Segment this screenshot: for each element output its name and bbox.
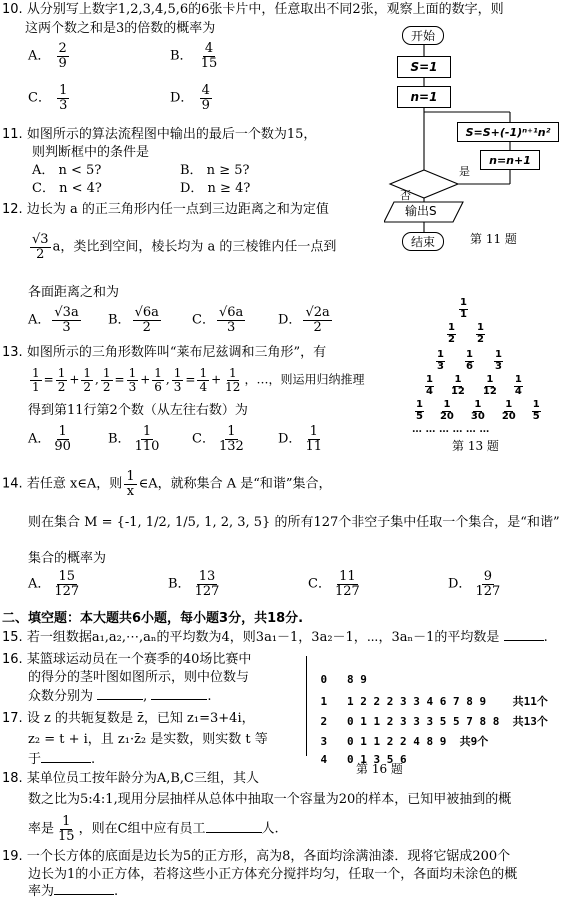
q11-option-a[interactable]: A． n < 5? xyxy=(32,163,102,178)
q10-option-c[interactable]: C． $\frac{1}{3}$ xyxy=(28,83,68,113)
q13-stem: 13. 如图所示的三角形数阵叫“莱布尼兹调和三角形”，有 xyxy=(2,345,327,360)
stem-leaf-row: 4 0 1 3 5 6 xyxy=(320,753,407,766)
q11-stem-line2: 则判断框中的条件是 xyxy=(32,145,150,160)
q18-answer-blank[interactable] xyxy=(206,832,262,833)
flowchart-yes-label: 是 xyxy=(459,165,470,178)
q10-stem-line2: 这两个数之和是3的倍数的概率为 xyxy=(25,21,216,36)
q11-option-d[interactable]: D． n ≥ 4? xyxy=(180,181,251,196)
q13-option-d[interactable]: D． $\frac{1}{11}$ xyxy=(278,424,322,454)
flowchart-caption: 第 11 题 xyxy=(470,232,517,246)
q12-stem: 12. 边长为 a 的正三角形内任一点到三边距离之和为定值 xyxy=(2,202,329,217)
q14-option-a[interactable]: A． $\frac{15}{127}$ xyxy=(28,569,80,599)
q14-set-m: {-1, 1/2, 1/5, 1, 2, 3, 5} xyxy=(116,515,271,530)
stem-leaf-caption: 第 16 题 xyxy=(356,762,403,776)
flowchart-output: 输出S xyxy=(405,204,437,218)
q13-formula: $\frac{1}{1}$ = $\frac{1}{2}$ + $\frac{1}{2}$ , $\frac{1}{2}$ = $\frac{1}{3}$ + $\frac{1}{6}$ , $\frac{1}{3}$ = $\frac{1}{4}$ + $\frac{1}{12}$ ，…，则运用归纳推理 xyxy=(32,366,365,394)
q16-line3: 众数分别为 , . xyxy=(28,689,212,704)
stem-leaf-row: 1 1 2 2 2 3 3 4 6 7 8 9 共11个 xyxy=(320,695,548,708)
triangle-row-2: $\frac{1}{2}$ $\frac{1}{2}$ xyxy=(448,322,484,345)
flowchart-no-label: 否 xyxy=(400,189,411,202)
q18-line2: 数之比为5:4:1,现用分层抽样从总体中抽取一个容量为20的样本，已知甲被抽到的概 xyxy=(28,792,512,807)
stem-leaf-count: 共11个 xyxy=(512,695,548,708)
triangle-caption: 第 13 题 xyxy=(452,439,499,453)
q15-stem: 15. 若一组数据a₁,a₂,⋯,aₙ的平均数为4，则3a₁－1，3a₂－1，⋯，3aₙ－1的平均数是 . xyxy=(2,630,548,645)
stem-leaf-count: 共9个 xyxy=(459,735,489,748)
q16-stem: 16. 某篮球运动员在一个赛季的40场比赛中 xyxy=(2,652,252,667)
q10-option-b[interactable]: B． $\frac{4}{15}$ xyxy=(170,41,218,71)
triangle-row-4: $\frac{1}{4}$ $\frac{1}{12}$ $\frac{1}{12}$ $\frac{1}{4}$ xyxy=(426,374,522,397)
q14-stem: 14. 若任意 x∈A，则 $\frac{1}{x}$ ∈A，就称集合 A 是“和谐”集合， xyxy=(2,469,332,499)
q11-option-c[interactable]: C． n < 4? xyxy=(32,181,102,196)
q13-option-a[interactable]: A． $\frac{1}{90}$ xyxy=(28,424,71,454)
q12-option-d[interactable]: D． $\frac{√2a}{2}$ xyxy=(278,305,330,335)
q14-stem-line2: 则在集合 M = {-1, 1/2, 1/5, 1, 2, 3, 5} 的所有127个非空子集中任取一个集合，是“和谐” xyxy=(28,515,560,530)
q13-stem-line3: 得到第11行第2个数（从左往右数）为 xyxy=(28,403,248,418)
q14-stem-line3: 集合的概率为 xyxy=(28,551,107,566)
flowchart-n-update: n=n+1 xyxy=(480,150,540,170)
q12-option-c[interactable]: C． $\frac{√6a}{3}$ xyxy=(192,305,244,335)
q12-stem-line3: 各面距离之和为 xyxy=(28,285,120,300)
q19-line2: 边长为1的小正方体，若将这些小正方体充分搅拌均匀，任取一个，各面均未涂色的概 xyxy=(28,867,518,882)
q14-option-c[interactable]: C． $\frac{11}{127}$ xyxy=(308,569,360,599)
q17-line3: 于 . xyxy=(28,752,96,767)
q13-option-b[interactable]: B． $\frac{1}{110}$ xyxy=(108,424,160,454)
q10-stem-line1: 从分别写上数字1,2,3,4,5,6的6张卡片中，任意取出不同2张，观察上面的数字，则 xyxy=(26,2,504,17)
q17-line2: z₂ = t + i，且 z₁·z̄₂ 是实数，则实数 t 等 xyxy=(28,732,268,747)
flowchart-end: 结束 xyxy=(402,232,444,251)
q18-stem: 18. 某单位员工按年龄分为A,B,C三组，其人 xyxy=(2,771,259,786)
stem-leaf-row: 0 8 9 xyxy=(320,673,367,686)
flowchart-start: 开始 xyxy=(402,26,444,45)
q17-stem: 17. 设 z 的共轭复数是 z̄，已知 z₁=3+4i， xyxy=(2,711,255,726)
q12-option-a[interactable]: A． $\frac{√3a}{3}$ xyxy=(28,305,79,335)
q16-answer-blank-2[interactable] xyxy=(151,699,207,700)
q10-option-d[interactable]: D． $\frac{4}{9}$ xyxy=(170,83,210,113)
q10-number: 10. xyxy=(2,2,23,17)
q12-stem-line2: $\frac{√3}{2}$ a，类比到空间，棱长均为 a 的三棱锥内任一点到 xyxy=(32,232,337,262)
flowchart-s-update: S=S+(-1)ⁿ⁺¹n² xyxy=(457,122,559,142)
q17-answer-blank[interactable] xyxy=(41,762,91,763)
q11-option-b[interactable]: B． n ≥ 5? xyxy=(180,163,250,178)
flowchart-s-init: S=1 xyxy=(397,56,451,78)
q19-line3: 率为 . xyxy=(28,884,119,899)
triangle-row-5: $\frac{1}{5}$ $\frac{1}{20}$ $\frac{1}{30}$ $\frac{1}{20}$ $\frac{1}{5}$ xyxy=(416,399,540,422)
q12-option-b[interactable]: B． $\frac{√6a}{2}$ xyxy=(108,305,159,335)
section-heading: 二、填空题：本大题共6小题，每小题3分，共18分. xyxy=(2,611,304,626)
q19-answer-blank[interactable] xyxy=(54,894,114,895)
q14-option-b[interactable]: B． $\frac{13}{127}$ xyxy=(168,569,220,599)
q14-option-d[interactable]: D． $\frac{9}{127}$ xyxy=(448,569,501,599)
stem-leaf-count: 共13个 xyxy=(512,715,548,728)
stem-leaf-row: 3 0 1 1 2 2 4 8 9 共9个 xyxy=(320,735,489,748)
stem-leaf-row: 2 0 1 1 2 3 3 3 5 5 7 8 8 共13个 xyxy=(320,715,548,728)
q11-stem: 11. 如图所示的算法流程图中输出的最后一个数为15， xyxy=(2,127,317,142)
triangle-row-3: $\frac{1}{3}$ $\frac{1}{6}$ $\frac{1}{3}$ xyxy=(437,349,502,372)
triangle-ellipsis: … … … … … … xyxy=(412,424,490,435)
triangle-row-1: $\frac{1}{1}$ xyxy=(460,297,467,320)
q16-line2: 的得分的茎叶图如图所示，则中位数与 xyxy=(28,670,250,685)
q13-option-c[interactable]: C． $\frac{1}{132}$ xyxy=(192,424,244,454)
q16-answer-blank-1[interactable] xyxy=(97,699,143,700)
q15-answer-blank[interactable] xyxy=(504,640,544,641)
q10-option-a[interactable]: A． $\frac{2}{9}$ xyxy=(28,41,67,71)
flowchart-n-init: n=1 xyxy=(397,86,451,108)
q19-stem: 19. 一个长方体的底面是边长为5的正方形，高为8，各面均涂满油漆．现将它锯成200个 xyxy=(2,849,511,864)
q18-line3: 率是 $\frac{1}{15}$ ，则在C组中应有员工 人. xyxy=(28,814,279,844)
